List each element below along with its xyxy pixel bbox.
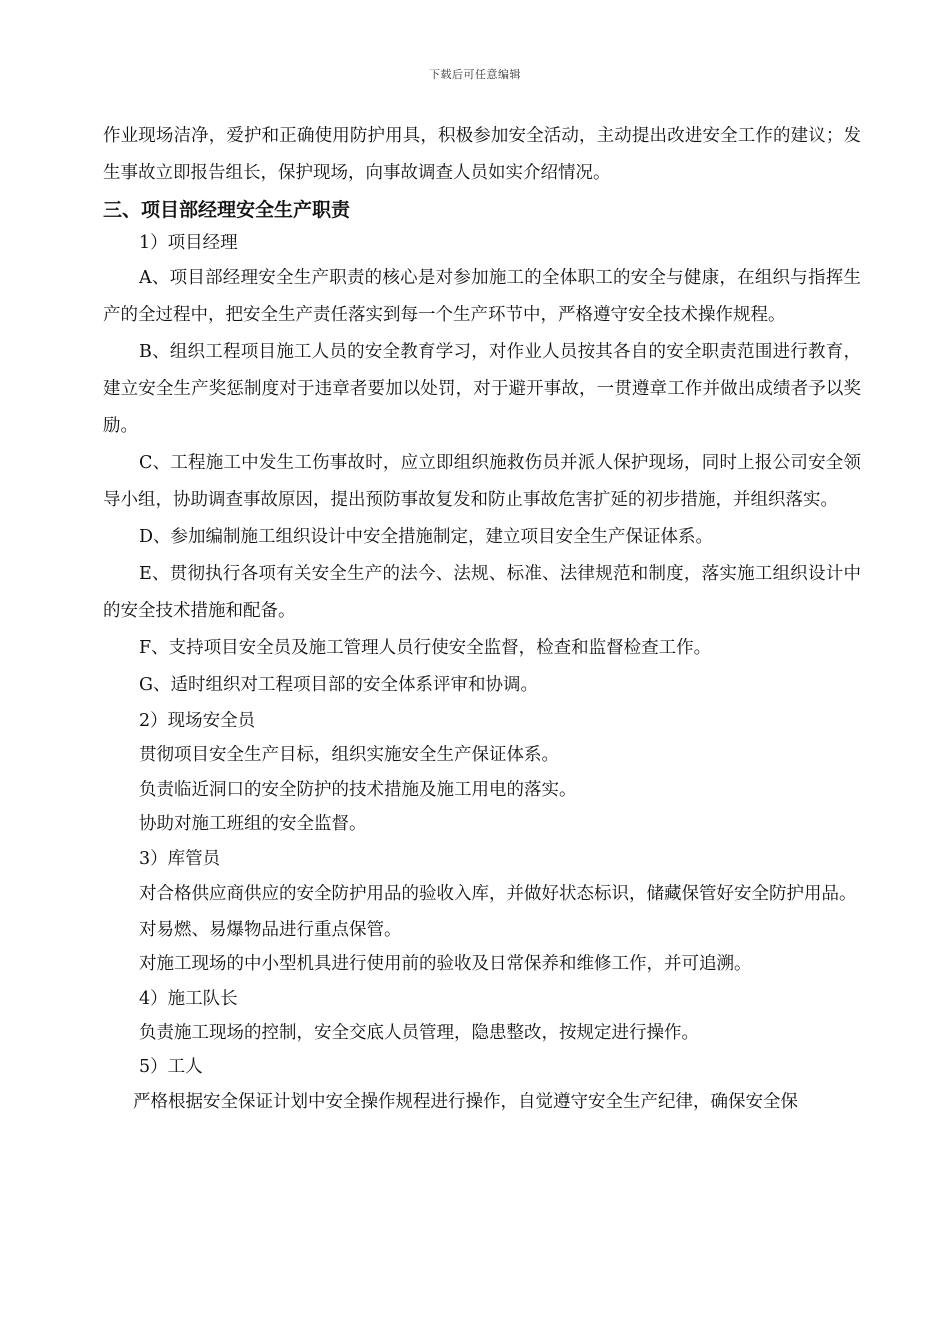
subsection-title: 2）现场安全员 [139,711,256,731]
page-header: 下载后可任意编辑 [429,68,521,81]
document-body [103,118,861,1121]
paragraph: 协助对施工班组的安全监督。 [139,814,367,834]
paragraph: 对易燃、易爆物品进行重点保管。 [139,919,402,940]
paragraph: A、项目部经理安全生产职责的核心是对参加施工的全体职工的安全与健康，在组织与指挥生产的全过程中，把安全生产责任落实到每一个生产环节中，严格遵守安全技术操作规程。 [103,268,861,325]
intro-paragraph: 作业现场洁净，爱护和正确使用防护用具，积极参加安全活动，主动提出改进安全工作的建议；发生事故立即报告组长，保护现场，向事故调查人员如实介绍情况。 [103,126,861,183]
paragraph: 对施工现场的中小型机具进行使用前的验收及日常保养和维修工作，并可追溯。 [139,954,752,974]
paragraph: 贯彻项目安全生产目标，组织实施安全生产保证体系。 [139,745,559,765]
paragraph: 负责临近洞口的安全防护的技术措施及施工用电的落实。 [139,779,577,800]
subsection-title: 1）项目经理 [139,233,238,253]
paragraph: 严格根据安全保证计划中安全操作规程进行操作，自觉遵守安全生产纪律，确保安全保 [133,1092,798,1112]
paragraph: F、支持项目安全员及施工管理人员行使安全监督，检查和监督检查工作。 [139,638,712,658]
paragraph: B、组织工程项目施工人员的安全教育学习，对作业人员按其各自的安全职责范围进行教育，建立安全生产奖惩制度对于违章者要加以处罚，对于避开事故，一贯遵章工作并做出成绩者予以奖励。 [103,342,861,436]
paragraph: D、参加编制施工组织设计中安全措施制定，建立项目安全生产保证体系。 [139,527,714,547]
paragraph: C、工程施工中发生工伤事故时，应立即组织施救伤员并派人保护现场，同时上报公司安全领导小组，协助调查事故原因，提出预防事故复发和防止事故危害扩延的初步措施，并组织落实。 [103,453,861,510]
paragraph: 对合格供应商供应的安全防护用品的验收入库，并做好状态标识，储藏保管好安全防护用品。 [139,883,857,904]
subsection-title: 3）库管员 [139,848,221,869]
subsection-title: 4）施工队长 [139,988,238,1009]
paragraph: E、贯彻执行各项有关安全生产的法今、法规、标准、法律规范和制度，落实施工组织设计中的安全技术措施和配备。 [103,564,861,621]
paragraph: 负责施工现场的控制，安全交底人员管理，隐患整改，按规定进行操作。 [139,1022,699,1043]
section-heading: 三、项目部经理安全生产职责 [103,199,351,221]
paragraph: G、适时组织对工程项目部的安全体系评审和协调。 [139,675,538,695]
subsection-title: 5）工人 [139,1057,203,1077]
